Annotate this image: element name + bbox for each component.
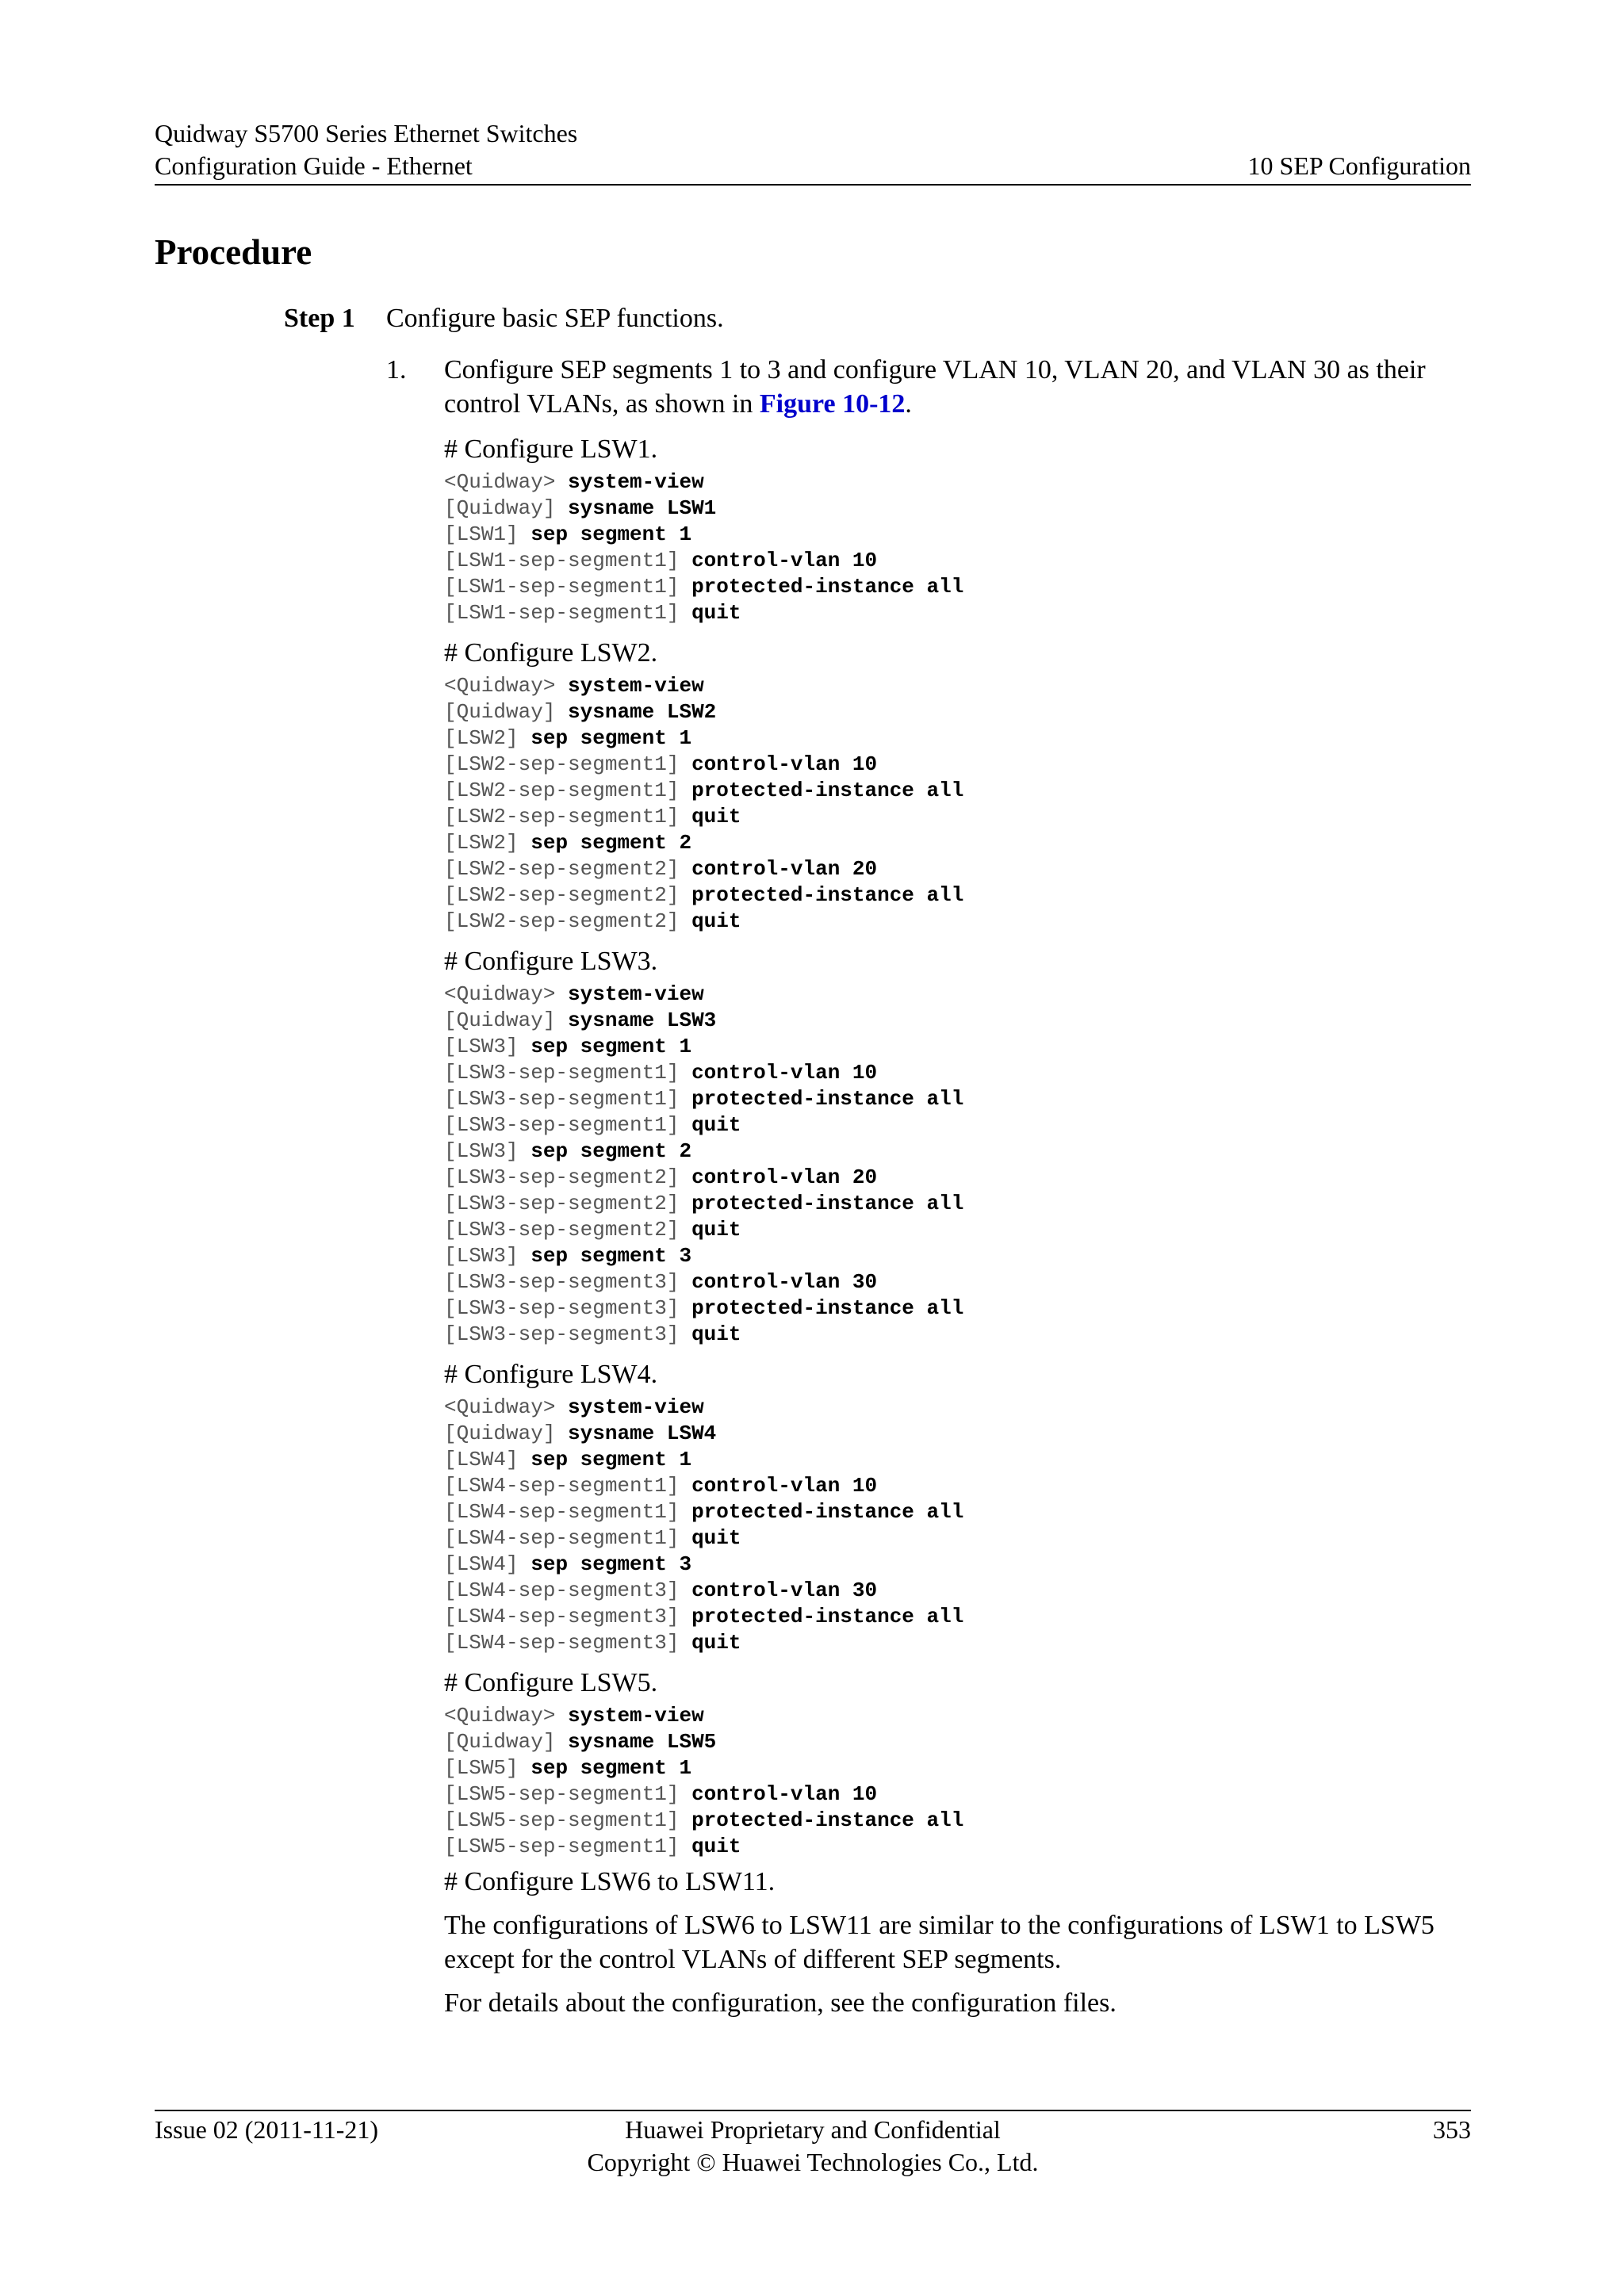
cli-prompt: [LSW2-sep-segment2]	[444, 909, 680, 933]
header-guide: Configuration Guide - Ethernet	[155, 151, 473, 180]
cli-command: protected-instance all	[691, 883, 964, 907]
cli-command: control-vlan 10	[691, 1061, 878, 1085]
cli-block	[444, 982, 1471, 1348]
config-blocks	[444, 432, 1471, 1860]
section-title: Procedure	[155, 232, 312, 272]
cli-line	[444, 469, 1471, 496]
cli-prompt: [LSW2-sep-segment1]	[444, 779, 680, 802]
cli-command: sysname LSW3	[568, 1008, 717, 1032]
cli-line	[444, 1781, 1471, 1808]
cli-prompt: [LSW3-sep-segment3]	[444, 1322, 680, 1346]
cli-line	[444, 1060, 1471, 1086]
cli-prompt: [LSW5-sep-segment1]	[444, 1835, 680, 1858]
cli-prompt: [LSW4-sep-segment3]	[444, 1605, 680, 1628]
cli-prompt: [LSW2-sep-segment1]	[444, 752, 680, 776]
cli-prompt: [LSW3-sep-segment2]	[444, 1192, 680, 1215]
cli-line	[444, 1421, 1471, 1447]
cli-line	[444, 699, 1471, 725]
cli-command: quit	[691, 1526, 741, 1550]
cli-command: sep segment 3	[530, 1244, 692, 1268]
cli-command: quit	[691, 805, 741, 828]
list-item-number: 1.	[386, 355, 407, 385]
cli-prompt: [LSW1-sep-segment1]	[444, 549, 680, 572]
cli-command: sep segment 3	[530, 1552, 692, 1576]
closing-paragraph: The configurations of LSW6 to LSW11 are similar to the configurations of LSW1 to LSW5 except for the control VLANs of different SEP segments.	[444, 1911, 1434, 1974]
closing-paragraph-2: For details about the configuration, see the configuration files.	[444, 1988, 1116, 2018]
cli-line	[444, 1322, 1471, 1348]
step-label: Step 1	[284, 304, 355, 333]
cli-prompt: [Quidway]	[444, 1008, 556, 1032]
cli-line	[444, 1703, 1471, 1729]
cli-prompt: [Quidway]	[444, 1422, 556, 1445]
config-comment: # Configure LSW4.	[444, 1360, 658, 1389]
cli-prompt: [LSW3-sep-segment3]	[444, 1296, 680, 1320]
cli-line	[444, 1755, 1471, 1781]
config-block	[444, 1666, 1471, 1860]
config-block	[444, 944, 1471, 1348]
cli-line	[444, 1499, 1471, 1525]
cli-prompt: [LSW3-sep-segment2]	[444, 1165, 680, 1189]
cli-prompt: [LSW2-sep-segment1]	[444, 805, 680, 828]
cli-prompt: [LSW3-sep-segment1]	[444, 1061, 680, 1085]
cli-line	[444, 882, 1471, 909]
cli-line	[444, 1269, 1471, 1295]
cli-command: control-vlan 30	[691, 1578, 878, 1602]
cli-prompt: [LSW4]	[444, 1552, 519, 1576]
cli-command: protected-instance all	[691, 1808, 964, 1832]
cli-command: control-vlan 10	[691, 1474, 878, 1498]
cli-line	[444, 1604, 1471, 1630]
cli-command: sep segment 2	[530, 831, 692, 855]
cli-line	[444, 856, 1471, 882]
cli-command: system-view	[568, 982, 704, 1006]
cli-prompt: [LSW1]	[444, 522, 519, 546]
cli-line	[444, 600, 1471, 626]
cli-command: quit	[691, 1631, 741, 1655]
cli-prompt: <Quidway>	[444, 674, 556, 698]
config-block	[444, 432, 1471, 626]
cli-command: quit	[691, 1835, 741, 1858]
cli-prompt: [LSW1-sep-segment1]	[444, 601, 680, 625]
cli-prompt: [LSW4-sep-segment1]	[444, 1500, 680, 1524]
cli-line	[444, 982, 1471, 1008]
cli-prompt: [LSW3]	[444, 1035, 519, 1058]
cli-line	[444, 1034, 1471, 1060]
cli-command: protected-instance all	[691, 1192, 964, 1215]
cli-command: sep segment 1	[530, 726, 692, 750]
cli-prompt: [LSW5-sep-segment1]	[444, 1782, 680, 1806]
header-product: Quidway S5700 Series Ethernet Switches	[155, 119, 578, 147]
cli-block	[444, 673, 1471, 935]
closing-section	[444, 1865, 1471, 2020]
cli-line	[444, 1165, 1471, 1191]
cli-prompt: [LSW3-sep-segment1]	[444, 1087, 680, 1111]
cli-command: system-view	[568, 674, 704, 698]
cli-prompt: [LSW2]	[444, 726, 519, 750]
cli-command: control-vlan 10	[691, 1782, 878, 1806]
header-chapter: 10 SEP Configuration	[1247, 151, 1471, 180]
cli-prompt: [LSW3]	[444, 1139, 519, 1163]
step-text: Configure basic SEP functions.	[386, 304, 724, 333]
cli-line	[444, 1138, 1471, 1165]
cli-prompt: <Quidway>	[444, 1704, 556, 1728]
cli-line	[444, 1217, 1471, 1243]
cli-line	[444, 1473, 1471, 1499]
cli-line	[444, 830, 1471, 856]
cli-prompt: [LSW1-sep-segment1]	[444, 575, 680, 599]
cli-command: control-vlan 20	[691, 857, 878, 881]
config-comment: # Configure LSW5.	[444, 1668, 658, 1697]
cli-command: quit	[691, 1218, 741, 1242]
config-block	[444, 1357, 1471, 1656]
cli-command: system-view	[568, 1704, 704, 1728]
cli-prompt: [Quidway]	[444, 496, 556, 520]
cli-prompt: [LSW2-sep-segment2]	[444, 883, 680, 907]
cli-prompt: [LSW4]	[444, 1448, 519, 1471]
config-comment: # Configure LSW1.	[444, 434, 658, 464]
cli-line	[444, 1525, 1471, 1552]
cli-command: quit	[691, 601, 741, 625]
cli-prompt: <Quidway>	[444, 982, 556, 1006]
cli-line	[444, 1808, 1471, 1834]
figure-link[interactable]: Figure 10-12	[759, 389, 906, 419]
footer-copyright: Copyright © Huawei Technologies Co., Ltd.	[587, 2148, 1039, 2176]
cli-prompt: [LSW2]	[444, 831, 519, 855]
cli-prompt: [LSW4-sep-segment3]	[444, 1631, 680, 1655]
cli-command: sysname LSW4	[568, 1422, 717, 1445]
cli-line	[444, 1295, 1471, 1322]
cli-command: protected-instance all	[691, 1087, 964, 1111]
cli-line	[444, 496, 1471, 522]
page-header	[155, 117, 1471, 182]
cli-command: sep segment 1	[530, 1756, 692, 1780]
cli-command: control-vlan 20	[691, 1165, 878, 1189]
config-comment: # Configure LSW6 to LSW11.	[444, 1867, 776, 1896]
cli-line	[444, 1086, 1471, 1112]
cli-line	[444, 1112, 1471, 1138]
list-item-1	[386, 353, 1471, 421]
cli-line	[444, 548, 1471, 574]
cli-command: sep segment 1	[530, 522, 692, 546]
cli-line	[444, 1243, 1471, 1269]
cli-command: system-view	[568, 470, 704, 494]
cli-prompt: [LSW3-sep-segment1]	[444, 1113, 680, 1137]
cli-command: quit	[691, 909, 741, 933]
cli-command: system-view	[568, 1395, 704, 1419]
cli-command: protected-instance all	[691, 779, 964, 802]
cli-line	[444, 1008, 1471, 1034]
cli-line	[444, 725, 1471, 752]
cli-block	[444, 1395, 1471, 1656]
cli-prompt: [LSW3-sep-segment2]	[444, 1218, 680, 1242]
cli-prompt: [LSW2-sep-segment2]	[444, 857, 680, 881]
cli-prompt: [LSW4-sep-segment3]	[444, 1578, 680, 1602]
header-divider	[155, 184, 1471, 186]
footer-divider	[155, 2110, 1471, 2111]
cli-line	[444, 752, 1471, 778]
cli-command: quit	[691, 1322, 741, 1346]
cli-command: protected-instance all	[691, 575, 964, 599]
cli-command: protected-instance all	[691, 1605, 964, 1628]
cli-prompt: [LSW5-sep-segment1]	[444, 1808, 680, 1832]
config-comment: # Configure LSW2.	[444, 638, 658, 668]
footer-issue: Issue 02 (2011-11-21)	[155, 2115, 379, 2144]
cli-command: quit	[691, 1113, 741, 1137]
cli-command: control-vlan 10	[691, 549, 878, 572]
cli-line	[444, 778, 1471, 804]
cli-prompt: [LSW4-sep-segment1]	[444, 1526, 680, 1550]
cli-line	[444, 1552, 1471, 1578]
cli-prompt: [LSW5]	[444, 1756, 519, 1780]
page-number: 353	[1433, 2115, 1471, 2144]
cli-prompt: [LSW4-sep-segment1]	[444, 1474, 680, 1498]
cli-line	[444, 1578, 1471, 1604]
cli-command: protected-instance all	[691, 1500, 964, 1524]
cli-command: sysname LSW5	[568, 1730, 717, 1754]
cli-block	[444, 1703, 1471, 1860]
cli-line	[444, 1395, 1471, 1421]
cli-line	[444, 909, 1471, 935]
footer-proprietary: Huawei Proprietary and Confidential	[625, 2115, 1001, 2144]
cli-command: control-vlan 30	[691, 1270, 878, 1294]
cli-command: sysname LSW1	[568, 496, 717, 520]
cli-line	[444, 673, 1471, 699]
list-item-text: Configure SEP segments 1 to 3 and configure VLAN 10, VLAN 20, and VLAN 30 as their control VLANs, as shown in	[444, 355, 1426, 419]
cli-line	[444, 1729, 1471, 1755]
list-item-text-end: .	[905, 389, 912, 419]
config-comment: # Configure LSW3.	[444, 947, 658, 976]
cli-block	[444, 469, 1471, 626]
cli-line	[444, 1191, 1471, 1217]
config-block	[444, 636, 1471, 935]
cli-prompt: [LSW3-sep-segment3]	[444, 1270, 680, 1294]
cli-line	[444, 1630, 1471, 1656]
cli-command: sep segment 2	[530, 1139, 692, 1163]
cli-line	[444, 1447, 1471, 1473]
cli-prompt: <Quidway>	[444, 1395, 556, 1419]
cli-line	[444, 522, 1471, 548]
cli-prompt: [Quidway]	[444, 700, 556, 724]
cli-command: sep segment 1	[530, 1448, 692, 1471]
cli-prompt: [LSW3]	[444, 1244, 519, 1268]
step-content	[386, 353, 1471, 2020]
cli-line	[444, 574, 1471, 600]
cli-prompt: [Quidway]	[444, 1730, 556, 1754]
cli-command: control-vlan 10	[691, 752, 878, 776]
cli-command: sep segment 1	[530, 1035, 692, 1058]
cli-line	[444, 1834, 1471, 1860]
cli-command: protected-instance all	[691, 1296, 964, 1320]
cli-command: sysname LSW2	[568, 700, 717, 724]
cli-prompt: <Quidway>	[444, 470, 556, 494]
cli-line	[444, 804, 1471, 830]
